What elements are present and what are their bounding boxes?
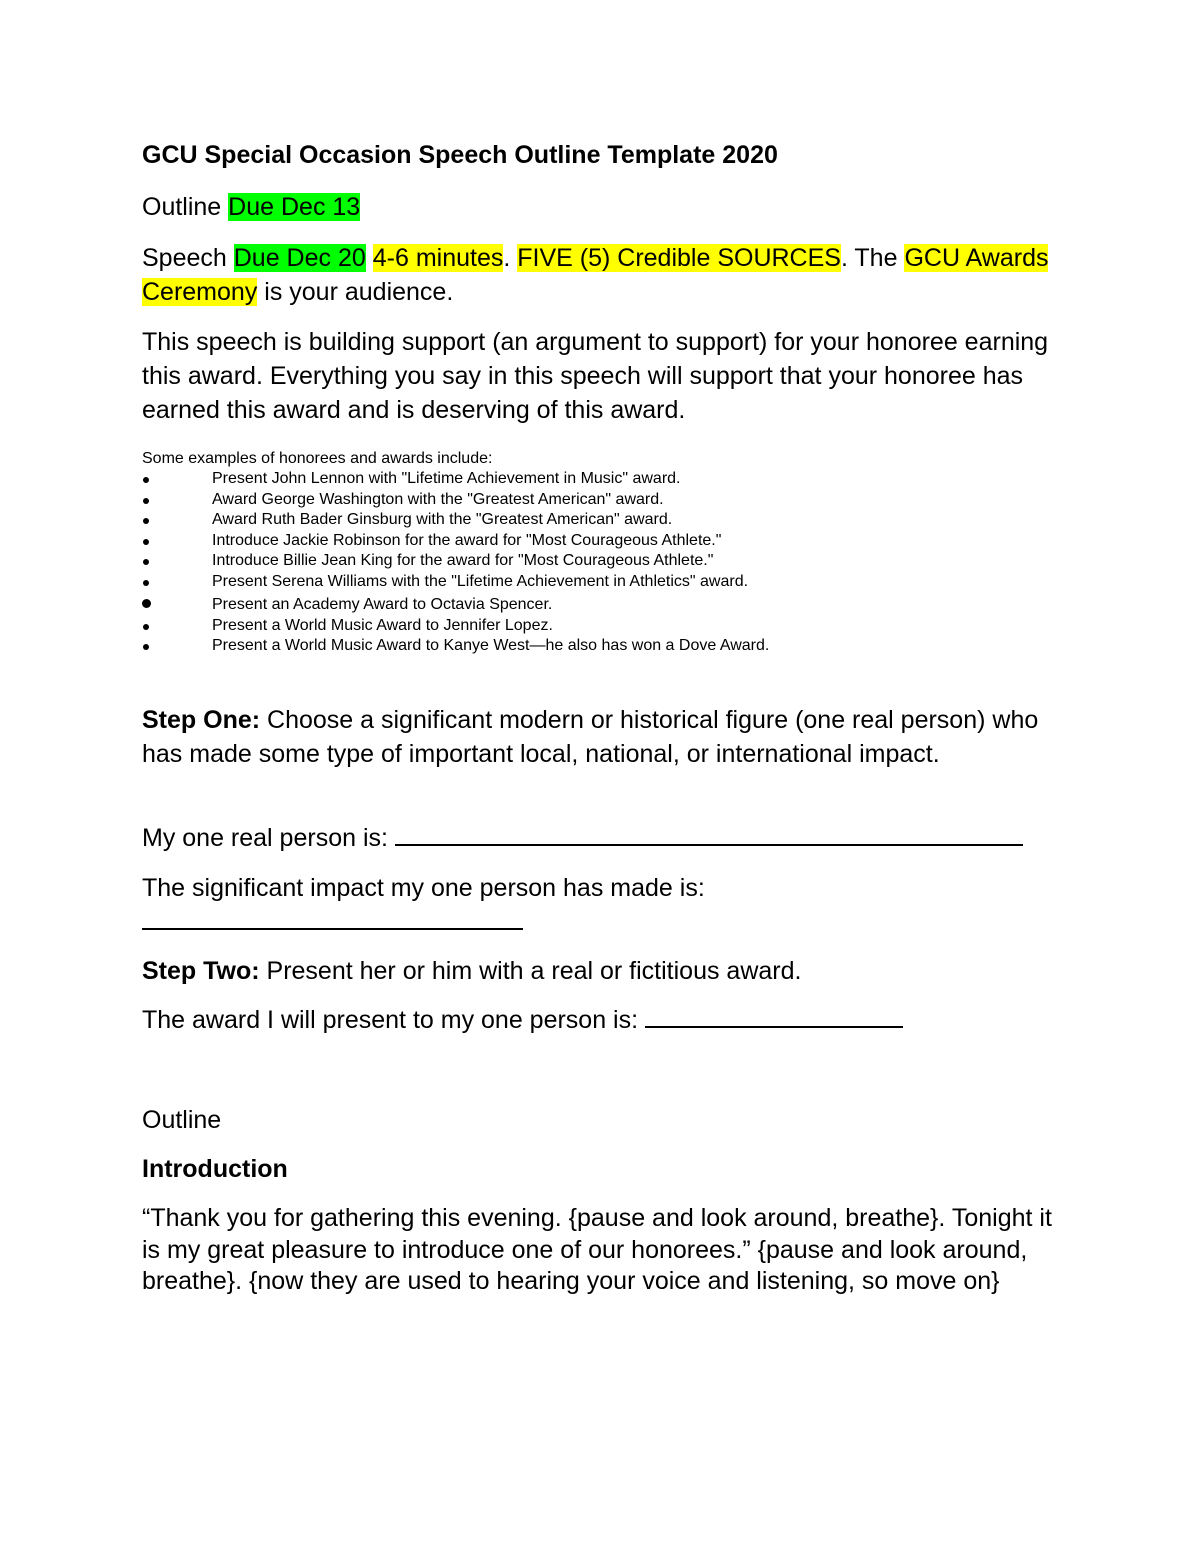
speech-sources: FIVE (5) Credible SOURCES: [517, 244, 841, 272]
impact-blank-line[interactable]: [142, 908, 523, 930]
list-item-text: Present John Lennon with "Lifetime Achievement in Music" award.: [212, 470, 681, 487]
person-prompt-line: [142, 821, 1023, 855]
step-two-text: Present her or him with a real or fictitious award.: [259, 957, 802, 985]
list-item: [142, 616, 769, 637]
bullet-icon: [143, 539, 149, 545]
person-prompt: My one real person is:: [142, 824, 395, 852]
document-title: GCU Special Occasion Speech Outline Template 2020: [142, 141, 778, 169]
list-item: [142, 593, 769, 616]
speech-sep-1: .: [503, 244, 518, 272]
list-item: [142, 551, 769, 572]
bullet-icon: [143, 624, 149, 630]
list-item: [142, 510, 769, 531]
list-item-text: Present an Academy Award to Octavia Spencer.: [212, 595, 553, 613]
speech-space: [366, 244, 373, 272]
speech-label: Speech: [142, 244, 234, 272]
list-item-text: Introduce Billie Jean King for the award for "Most Courageous Athlete.": [212, 552, 714, 570]
list-item-text: Award George Washington with the "Greatest American" award.: [212, 490, 664, 508]
speech-tail: is your audience.: [257, 278, 454, 306]
outline-label: Outline: [142, 193, 229, 221]
bullet-icon: [143, 518, 149, 524]
support-paragraph: This speech is building support (an argument to support) for your honoree earning this award. Everything you say in this speech will support that your honoree has earned this award and is deserving of this award.: [142, 328, 1049, 424]
step-one-label: Step One:: [142, 706, 261, 734]
outline-heading: Outline: [142, 1106, 222, 1134]
speech-due-paragraph: [142, 241, 1057, 309]
list-item-text: Present Serena Williams with the "Lifetime Achievement in Athletics" award.: [212, 572, 749, 590]
step-two-label: Step Two:: [142, 957, 260, 985]
impact-prompt: The significant impact my one person has made is:: [142, 874, 705, 902]
speech-ceremony: GCU Awards Ceremony: [142, 244, 1049, 306]
bullet-icon: [143, 559, 149, 565]
list-item-text: Present a World Music Award to Kanye West—he also has won a Dove Award.: [212, 637, 770, 655]
impact-blank-row: [142, 905, 523, 939]
award-prompt-line: [142, 1003, 903, 1037]
list-item: [142, 636, 769, 657]
speech-minutes: 4-6 minutes: [372, 244, 504, 272]
step-two-line: [142, 954, 801, 988]
list-item: [142, 572, 769, 593]
bullet-icon: [143, 580, 149, 586]
examples-intro: Some examples of honorees and awards include:: [142, 450, 493, 467]
bullet-icon: [142, 599, 151, 608]
bullet-icon: [143, 477, 149, 483]
list-item-text: Present a World Music Award to Jennifer Lopez.: [212, 616, 553, 634]
outline-due-line: [142, 190, 360, 224]
introduction-text: “Thank you for gathering this evening. {pause and look around, breathe}. Tonight it is my great pleasure to introduce one of our honorees.” {pause and look around, breathe}. {now they are used to hearing your voice and listening, so move on}: [142, 1204, 1052, 1295]
step-one-text: Choose a significant modern or historical figure (one real person) who has made some type of important local, national, or international impact.: [142, 706, 1039, 768]
list-item-text: Award Ruth Bader Ginsburg with the "Greatest American" award.: [212, 511, 673, 529]
list-item: [142, 469, 769, 490]
list-item: [142, 531, 769, 552]
examples-list: [142, 469, 769, 657]
bullet-icon: [143, 644, 149, 650]
list-item-text: Introduce Jackie Robinson for the award for "Most Courageous Athlete.": [212, 531, 722, 549]
person-blank-line[interactable]: [395, 824, 1023, 846]
speech-due-date: Due Dec 20: [233, 244, 366, 272]
outline-due-date: Due Dec 13: [228, 193, 361, 221]
introduction-heading: Introduction: [142, 1155, 288, 1183]
bullet-icon: [143, 498, 149, 504]
list-item: [142, 490, 769, 511]
step-one-paragraph: [142, 703, 1057, 771]
award-prompt: The award I will present to my one person is:: [142, 1006, 646, 1034]
award-blank-line[interactable]: [645, 1006, 903, 1028]
speech-sep-2: . The: [840, 244, 905, 272]
